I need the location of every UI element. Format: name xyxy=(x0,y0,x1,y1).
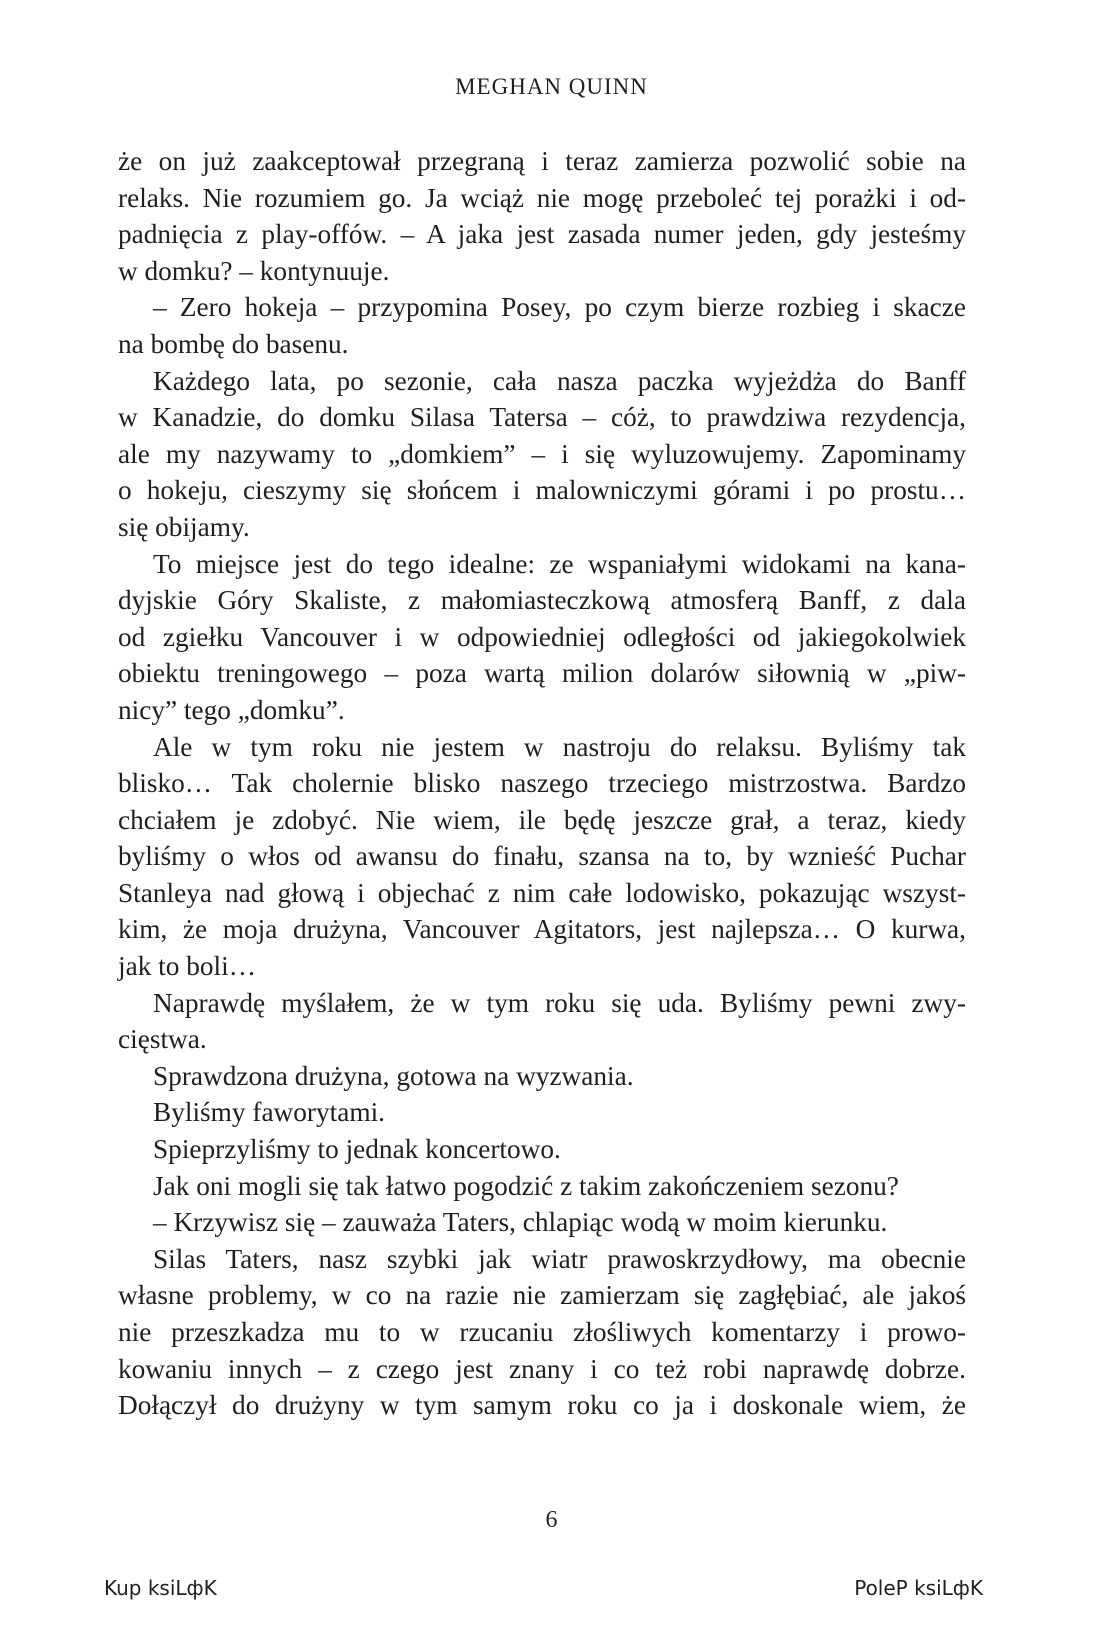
text-line: od zgiełku Vancouver i w odpowiedniej odległości od jakiegokolwiek xyxy=(118,621,966,652)
running-header-author: MEGHAN QUINN xyxy=(455,74,648,99)
text-line: To miejsce jest do tego idealne: ze wspaniałymi widokami na kana- xyxy=(153,548,966,579)
text-line: chciałem je zdobyć. Nie wiem, ile będę jeszcze grał, a teraz, kiedy xyxy=(118,804,966,835)
text-line: Sprawdzona drużyna, gotowa na wyzwania. xyxy=(153,1060,634,1091)
text-line: padnięcia z play-offów. – A jaka jest zasada numer jeden, gdy jesteśmy xyxy=(118,219,966,250)
text-line: – Krzywisz się – zauważa Taters, chlapiąc wodą w moim kierunku. xyxy=(153,1207,888,1238)
text-line: Byliśmy faworytami. xyxy=(153,1097,385,1128)
recommend-book-link[interactable]: PoleP ksiLфK xyxy=(854,1576,983,1600)
text-line: blisko… Tak cholernie blisko naszego trzeciego mistrzostwa. Bardzo xyxy=(118,768,966,799)
text-line: – Zero hokeja – przypomina Posey, po czym bierze rozbieg i skacze xyxy=(153,292,966,323)
buy-book-link[interactable]: Kup ksiLфK xyxy=(104,1576,217,1600)
text-line: Stanleya nad głową i objechać z nim całe lodowisko, pokazując wszyst- xyxy=(118,877,966,908)
text-line: o hokeju, cieszymy się słońcem i malowniczymi górami i po prostu… xyxy=(118,475,966,506)
text-line: Ale w tym roku nie jestem w nastroju do relaksu. Byliśmy tak xyxy=(153,731,966,762)
text-line: Dołączył do drużyny w tym samym roku co ja i doskonale wiem, że xyxy=(118,1390,966,1421)
text-line: kim, że moja drużyna, Vancouver Agitators, jest najlepsza… O kurwa, xyxy=(118,914,966,945)
body-text xyxy=(118,143,966,1424)
text-line: jak to boli… xyxy=(118,951,256,982)
text-line: kowaniu innych – z czego jest znany i co też robi naprawdę dobrze. xyxy=(118,1353,966,1384)
text-line: obiektu treningowego – poza wartą milion dolarów siłownią w „piw- xyxy=(118,658,966,689)
text-line: się obijamy. xyxy=(118,511,250,542)
text-line: że on już zaakceptował przegraną i teraz zamierza pozwolić sobie na xyxy=(118,146,966,176)
text-line: ale my nazywamy to „domkiem” – i się wyluzowujemy. Zapominamy xyxy=(118,438,966,469)
text-line: Jak oni mogli się tak łatwo pogodzić z takim zakończeniem sezonu? xyxy=(153,1170,899,1201)
text-line: cięstwa. xyxy=(118,1024,207,1055)
text-line: Spieprzyliśmy to jednak koncertowo. xyxy=(153,1134,561,1165)
text-line: w domku? – kontynuuje. xyxy=(118,255,390,286)
text-line: Każdego lata, po sezonie, cała nasza paczka wyjeżdża do Banff xyxy=(153,365,966,396)
text-line: dyjskie Góry Skaliste, z małomiasteczkową atmosferą Banff, z dala xyxy=(118,585,966,616)
text-line: Naprawdę myślałem, że w tym roku się uda. Byliśmy pewni zwy- xyxy=(153,987,966,1018)
text-line: nie przeszkadza mu to w rzucaniu złośliwych komentarzy i prowo- xyxy=(118,1317,966,1347)
page-number: 6 xyxy=(545,1507,558,1533)
text-line: na bombę do basenu. xyxy=(118,328,349,359)
text-line: relaks. Nie rozumiem go. Ja wciąż nie mogę przeboleć tej porażki i od- xyxy=(118,182,966,213)
text-line: Silas Taters, nasz szybki jak wiatr prawoskrzydłowy, ma obecnie xyxy=(153,1243,966,1274)
text-line: własne problemy, w co na razie nie zamierzam się zagłębiać, ale jakoś xyxy=(118,1280,966,1311)
text-line: byliśmy o włos od awansu do finału, szansa na to, by wznieść Puchar xyxy=(118,841,966,872)
text-line: w Kanadzie, do domku Silasa Tatersa – cóż, to prawdziwa rezydencja, xyxy=(118,402,966,433)
text-line: nicy” tego „domku”. xyxy=(118,694,345,725)
